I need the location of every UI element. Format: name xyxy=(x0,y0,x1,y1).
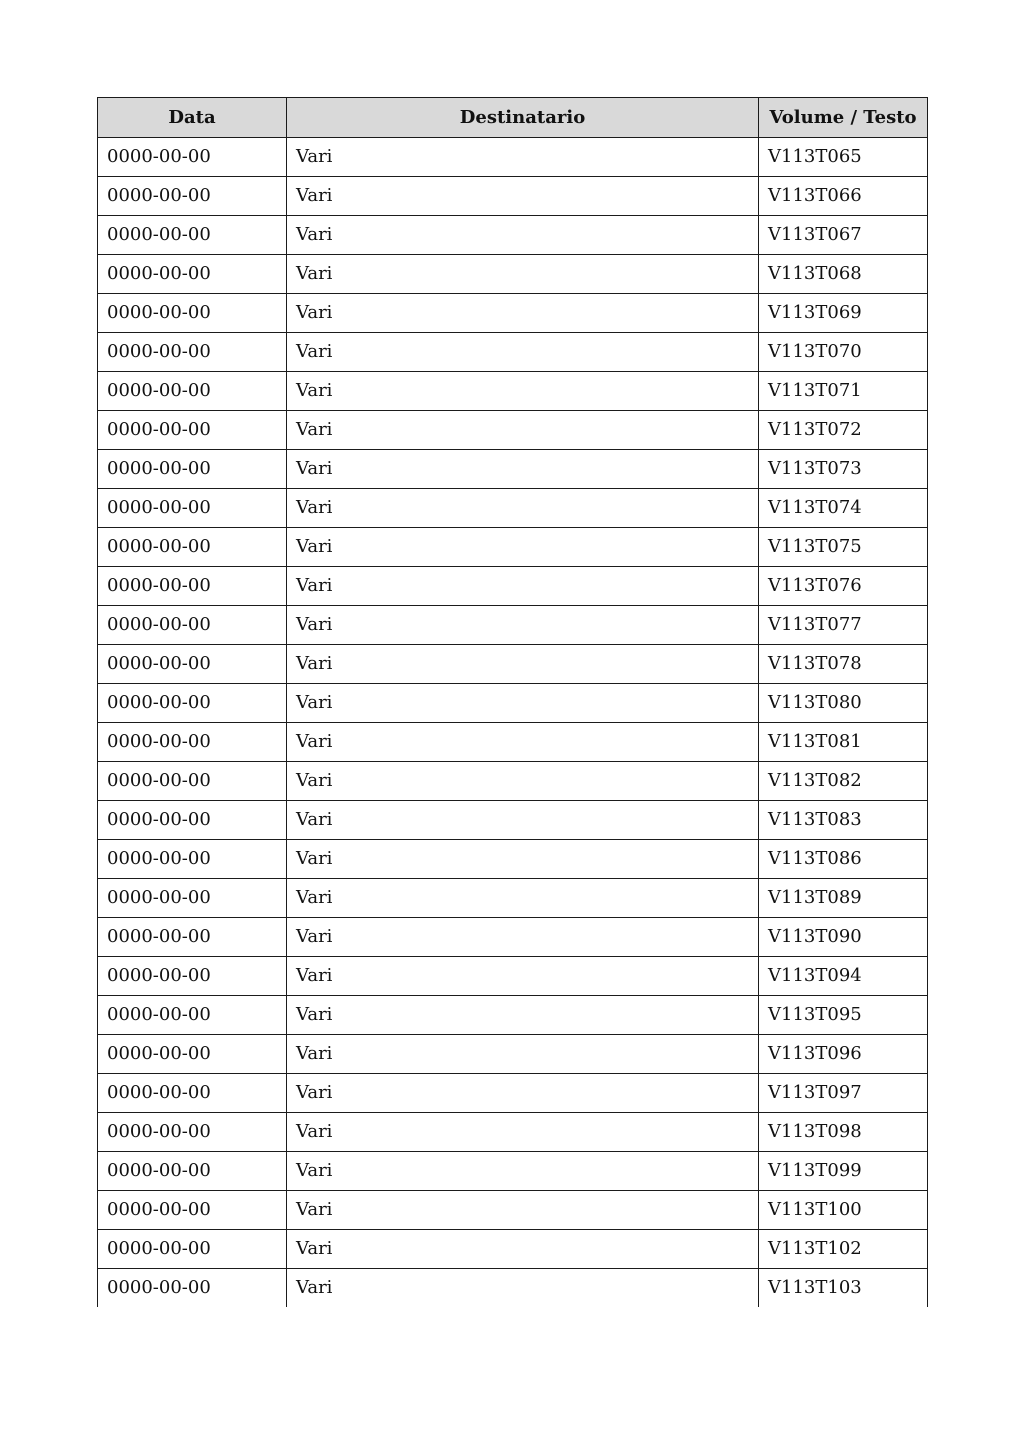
cell-recipient: Vari xyxy=(287,450,759,489)
cell-volume-text: V113T099 xyxy=(759,1152,928,1191)
table-row xyxy=(98,1074,928,1113)
table-row xyxy=(98,762,928,801)
cell-date: 0000-00-00 xyxy=(98,411,287,450)
cell-date: 0000-00-00 xyxy=(98,1230,287,1269)
cell-recipient: Vari xyxy=(287,255,759,294)
cell-volume-text: V113T081 xyxy=(759,723,928,762)
cell-recipient: Vari xyxy=(287,333,759,372)
cell-date: 0000-00-00 xyxy=(98,918,287,957)
cell-volume-text: V113T073 xyxy=(759,450,928,489)
cell-volume-text: V113T072 xyxy=(759,411,928,450)
cell-date: 0000-00-00 xyxy=(98,138,287,177)
cell-recipient: Vari xyxy=(287,1113,759,1152)
cell-volume-text: V113T074 xyxy=(759,489,928,528)
cell-date: 0000-00-00 xyxy=(98,684,287,723)
cell-date: 0000-00-00 xyxy=(98,762,287,801)
cell-volume-text: V113T083 xyxy=(759,801,928,840)
table-row xyxy=(98,684,928,723)
cell-recipient: Vari xyxy=(287,1230,759,1269)
cell-recipient: Vari xyxy=(287,957,759,996)
table-row xyxy=(98,957,928,996)
cell-date: 0000-00-00 xyxy=(98,177,287,216)
cell-recipient: Vari xyxy=(287,996,759,1035)
cell-volume-text: V113T082 xyxy=(759,762,928,801)
cell-date: 0000-00-00 xyxy=(98,450,287,489)
cell-volume-text: V113T089 xyxy=(759,879,928,918)
cell-recipient: Vari xyxy=(287,138,759,177)
cell-date: 0000-00-00 xyxy=(98,528,287,567)
cell-recipient: Vari xyxy=(287,489,759,528)
cell-date: 0000-00-00 xyxy=(98,372,287,411)
cell-volume-text: V113T068 xyxy=(759,255,928,294)
table-row xyxy=(98,1269,928,1308)
column-header-recipient: Destinatario xyxy=(287,98,759,138)
table-row xyxy=(98,528,928,567)
table-row xyxy=(98,879,928,918)
table-row xyxy=(98,138,928,177)
table-row xyxy=(98,177,928,216)
table-row xyxy=(98,840,928,879)
cell-volume-text: V113T078 xyxy=(759,645,928,684)
cell-date: 0000-00-00 xyxy=(98,255,287,294)
cell-date: 0000-00-00 xyxy=(98,1191,287,1230)
cell-volume-text: V113T071 xyxy=(759,372,928,411)
cell-date: 0000-00-00 xyxy=(98,1113,287,1152)
cell-recipient: Vari xyxy=(287,1074,759,1113)
table-row xyxy=(98,801,928,840)
cell-volume-text: V113T094 xyxy=(759,957,928,996)
cell-recipient: Vari xyxy=(287,567,759,606)
cell-date: 0000-00-00 xyxy=(98,1074,287,1113)
table-row xyxy=(98,489,928,528)
cell-date: 0000-00-00 xyxy=(98,606,287,645)
table-header xyxy=(98,98,928,138)
cell-date: 0000-00-00 xyxy=(98,879,287,918)
cell-volume-text: V113T100 xyxy=(759,1191,928,1230)
cell-date: 0000-00-00 xyxy=(98,996,287,1035)
table-row xyxy=(98,1152,928,1191)
table-row xyxy=(98,216,928,255)
column-header-volume-text: Volume / Testo xyxy=(759,98,928,138)
cell-recipient: Vari xyxy=(287,879,759,918)
table-row xyxy=(98,996,928,1035)
cell-recipient: Vari xyxy=(287,606,759,645)
cell-recipient: Vari xyxy=(287,1035,759,1074)
cell-volume-text: V113T096 xyxy=(759,1035,928,1074)
table-row xyxy=(98,606,928,645)
cell-recipient: Vari xyxy=(287,411,759,450)
table-row xyxy=(98,333,928,372)
cell-date: 0000-00-00 xyxy=(98,1269,287,1308)
table-row xyxy=(98,255,928,294)
cell-volume-text: V113T069 xyxy=(759,294,928,333)
table-row xyxy=(98,411,928,450)
table-row xyxy=(98,1035,928,1074)
cell-date: 0000-00-00 xyxy=(98,216,287,255)
cell-date: 0000-00-00 xyxy=(98,801,287,840)
cell-volume-text: V113T102 xyxy=(759,1230,928,1269)
cell-date: 0000-00-00 xyxy=(98,723,287,762)
table-row xyxy=(98,1230,928,1269)
cell-volume-text: V113T095 xyxy=(759,996,928,1035)
table-row xyxy=(98,645,928,684)
cell-recipient: Vari xyxy=(287,723,759,762)
cell-date: 0000-00-00 xyxy=(98,333,287,372)
cell-volume-text: V113T076 xyxy=(759,567,928,606)
cell-volume-text: V113T097 xyxy=(759,1074,928,1113)
table-row xyxy=(98,372,928,411)
column-header-date: Data xyxy=(98,98,287,138)
cell-date: 0000-00-00 xyxy=(98,957,287,996)
cell-volume-text: V113T080 xyxy=(759,684,928,723)
table-row xyxy=(98,723,928,762)
cell-recipient: Vari xyxy=(287,1191,759,1230)
cell-date: 0000-00-00 xyxy=(98,489,287,528)
cell-volume-text: V113T098 xyxy=(759,1113,928,1152)
table-row xyxy=(98,567,928,606)
cell-recipient: Vari xyxy=(287,645,759,684)
cell-date: 0000-00-00 xyxy=(98,567,287,606)
cell-recipient: Vari xyxy=(287,177,759,216)
cell-recipient: Vari xyxy=(287,762,759,801)
cell-recipient: Vari xyxy=(287,918,759,957)
table-body xyxy=(98,138,928,1308)
table-row xyxy=(98,294,928,333)
cell-date: 0000-00-00 xyxy=(98,294,287,333)
cell-date: 0000-00-00 xyxy=(98,1035,287,1074)
table-row xyxy=(98,1191,928,1230)
cell-volume-text: V113T077 xyxy=(759,606,928,645)
cell-date: 0000-00-00 xyxy=(98,1152,287,1191)
table-row xyxy=(98,1113,928,1152)
cell-volume-text: V113T067 xyxy=(759,216,928,255)
letters-table xyxy=(97,97,928,1307)
cell-recipient: Vari xyxy=(287,801,759,840)
cell-recipient: Vari xyxy=(287,840,759,879)
cell-volume-text: V113T066 xyxy=(759,177,928,216)
document-table-container xyxy=(97,97,927,1307)
cell-date: 0000-00-00 xyxy=(98,840,287,879)
table-row xyxy=(98,918,928,957)
cell-recipient: Vari xyxy=(287,684,759,723)
cell-date: 0000-00-00 xyxy=(98,645,287,684)
cell-recipient: Vari xyxy=(287,1269,759,1308)
cell-recipient: Vari xyxy=(287,528,759,567)
cell-volume-text: V113T075 xyxy=(759,528,928,567)
cell-volume-text: V113T090 xyxy=(759,918,928,957)
cell-recipient: Vari xyxy=(287,294,759,333)
cell-recipient: Vari xyxy=(287,216,759,255)
cell-volume-text: V113T070 xyxy=(759,333,928,372)
cell-recipient: Vari xyxy=(287,372,759,411)
header-row xyxy=(98,98,928,138)
cell-volume-text: V113T103 xyxy=(759,1269,928,1308)
cell-volume-text: V113T065 xyxy=(759,138,928,177)
cell-recipient: Vari xyxy=(287,1152,759,1191)
cell-volume-text: V113T086 xyxy=(759,840,928,879)
table-row xyxy=(98,450,928,489)
